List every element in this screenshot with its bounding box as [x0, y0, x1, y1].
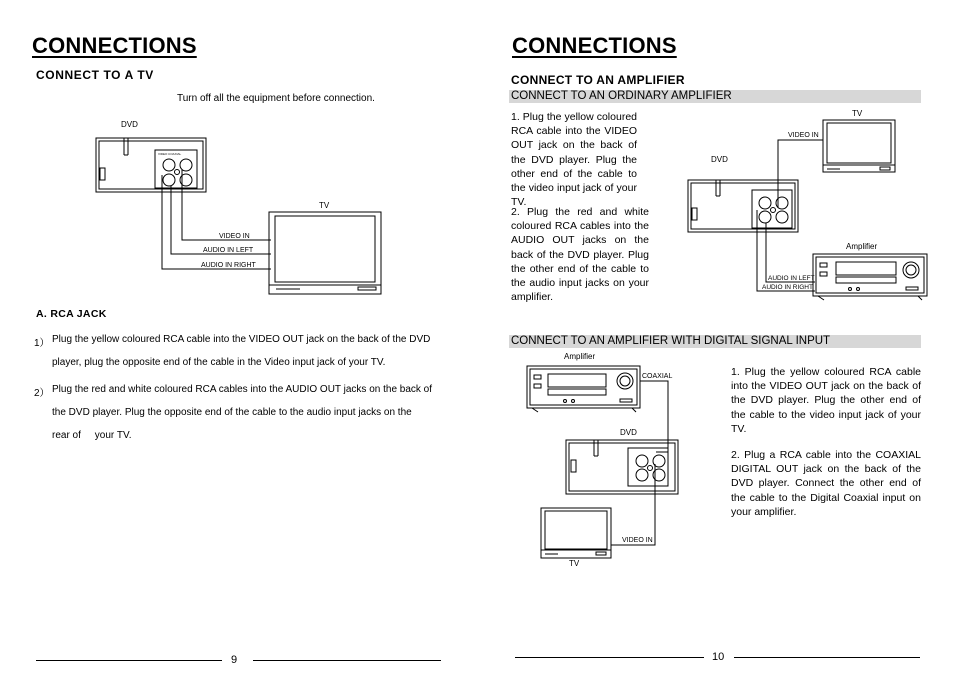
- left-page-number: 9: [231, 654, 238, 666]
- right-footer-rule-left: [515, 657, 704, 658]
- ordinary-step1: 1. Plug the yellow coloured RCA cable into the VIDEO OUT jack on the back of the DVD player. Plug the other end of the cable to the video input jack of your TV.: [511, 111, 637, 209]
- step1-number: 1）: [34, 338, 50, 349]
- step1-line2: player, plug the opposite end of the cable in the Video input jack of your TV.: [52, 357, 386, 368]
- ord-dvd-label: DVD: [711, 155, 728, 164]
- ord-video-in-label: VIDEO IN: [788, 132, 819, 139]
- left-dvd-label: DVD: [121, 120, 138, 129]
- digital-step1: 1. Plug the yellow coloured RCA cable into the VIDEO OUT jack on the back of the DVD player. Plug the other end of the cable to the video input jack of your TV.: [731, 366, 921, 435]
- dig-tv-label: TV: [569, 559, 580, 568]
- ordinary-amplifier-bar: CONNECT TO AN ORDINARY AMPLIFIER: [509, 90, 921, 103]
- dig-video-cable: [611, 464, 655, 545]
- ord-audio-in-left-label: AUDIO IN LEFT: [768, 275, 815, 282]
- left-notice: Turn off all the equipment before connection.: [177, 93, 375, 104]
- right-page-number: 10: [712, 651, 725, 663]
- left-audio-in-left-label: AUDIO IN LEFT: [203, 247, 254, 254]
- rca-jack-heading: A. RCA JACK: [36, 308, 107, 320]
- left-tv-label: TV: [319, 201, 330, 210]
- digital-step2: 2. Plug a RCA cable into the COAXIAL DIGITAL OUT jack on the back of the DVD player. Connect the other end of the cable to the Digital Coaxial input on your amplifier.: [731, 449, 921, 518]
- ord-audio-in-right-label: AUDIO IN RIGHT: [762, 284, 813, 291]
- ord-tv-label: TV: [852, 109, 863, 118]
- dig-video-in-label: VIDEO IN: [622, 537, 653, 544]
- dig-dvd-label: DVD: [620, 428, 637, 437]
- step2-number: 2）: [34, 388, 50, 399]
- left-section-heading: CONNECT TO A TV: [36, 68, 154, 82]
- right-footer-rule-right: [734, 657, 920, 658]
- ord-amplifier-label: Amplifier: [846, 242, 878, 251]
- right-page-title: CONNECTIONS: [512, 33, 677, 58]
- step2-line2: the DVD player. Plug the opposite end of the cable to the audio input jacks on the: [52, 407, 412, 418]
- left-audio-in-right-label: AUDIO IN RIGHT: [201, 262, 256, 269]
- dig-coaxial-cable: [640, 381, 668, 452]
- step2-line1: Plug the red and white coloured RCA cables into the AUDIO OUT jacks on the back of: [52, 384, 433, 395]
- left-video-in-label: VIDEO IN: [219, 233, 250, 240]
- left-page-title: CONNECTIONS: [32, 33, 197, 58]
- right-section-heading: CONNECT TO AN AMPLIFIER: [511, 73, 685, 87]
- digital-amplifier-bar: CONNECT TO AN AMPLIFIER WITH DIGITAL SIGNAL INPUT: [509, 335, 921, 348]
- dig-coaxial-label: COAXIAL: [642, 373, 673, 380]
- dig-amplifier-label: Amplifier: [564, 352, 596, 361]
- step1-line1: Plug the yellow coloured RCA cable into the VIDEO OUT jack on the back of the DVD: [52, 334, 431, 345]
- svg-text:VIDEO COAXIAL: VIDEO COAXIAL: [158, 152, 182, 156]
- ordinary-step2: 2. Plug the red and white coloured RCA cables into the AUDIO OUT jacks on the back of the DVD player. Plug the other end of the cable to the audio input jacks on your amplifier.: [511, 206, 649, 304]
- step2-line3: rear of your TV.: [52, 430, 132, 441]
